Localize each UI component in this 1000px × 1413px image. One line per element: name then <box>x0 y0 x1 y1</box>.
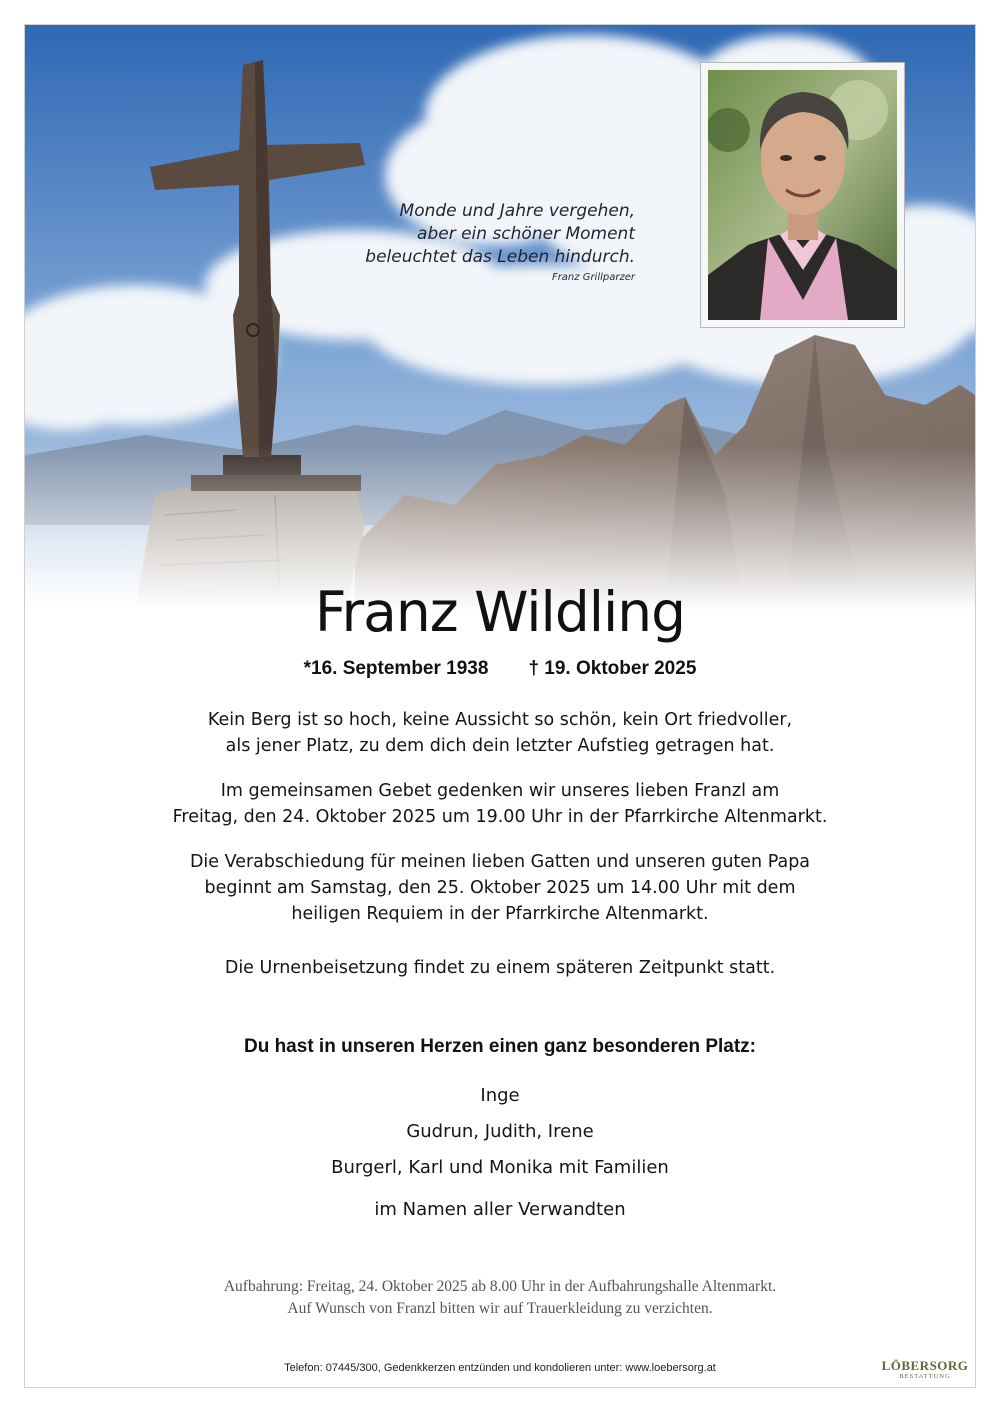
mourners-heading: Du hast in unseren Herzen einen ganz besonderen Platz: <box>243 1036 757 1057</box>
quote-line: beleuchtet das Leben hindurch. <box>365 247 635 267</box>
mourner-line: Gudrun, Judith, Irene <box>406 1121 594 1142</box>
viewing-notes <box>0 1276 1000 1320</box>
birth-date: *16. September 1938 <box>303 658 489 679</box>
contact-footer: Telefon: 07445/300, Gedenkkerzen entzünden und kondolieren unter: www.loebersorg.at <box>284 1362 716 1374</box>
note-line: Aufbahrung: Freitag, 24. Oktober 2025 ab 8.00 Uhr in der Aufbahrungshalle Altenmarkt. <box>223 1278 777 1295</box>
quote-line: Monde und Jahre vergehen, <box>399 201 635 221</box>
text-line: Kein Berg ist so hoch, keine Aussicht so schön, kein Ort friedvoller, <box>207 710 793 730</box>
mourner-line: Inge <box>480 1085 520 1106</box>
deceased-name: Franz Wildling <box>314 580 686 644</box>
note-line: Auf Wunsch von Franzl bitten wir auf Trauerkleidung zu verzichten. <box>287 1300 713 1317</box>
logo-brand: LÖBERSORG <box>881 1358 969 1373</box>
paragraph-epitaph <box>100 707 900 759</box>
quote-line: aber ein schöner Moment <box>417 224 635 244</box>
text-line: Freitag, den 24. Oktober 2025 um 19.00 Uhr in der Pfarrkirche Altenmarkt. <box>172 807 828 827</box>
text-line: Die Verabschiedung für meinen lieben Gatten und unseren guten Papa <box>189 852 811 872</box>
paragraph-farewell <box>100 849 900 927</box>
text-line: Die Urnenbeisetzung findet zu einem späteren Zeitpunkt statt. <box>224 958 776 978</box>
text-line: als jener Platz, zu dem dich dein letzter Aufstieg getragen hat. <box>225 736 775 756</box>
life-dates <box>0 658 1000 680</box>
portrait-image <box>708 70 897 320</box>
mourners-list <box>0 1082 1000 1232</box>
logo-subtitle: BESTATTUNG <box>899 1373 951 1380</box>
portrait-photo <box>700 62 905 328</box>
death-date: † 19. Oktober 2025 <box>528 658 697 679</box>
text-line: Im gemeinsamen Gebet gedenken wir unseres lieben Franzl am <box>220 781 780 801</box>
text-line: heiligen Requiem in der Pfarrkirche Altenmarkt. <box>291 904 709 924</box>
mourner-line: Burgerl, Karl und Monika mit Familien <box>331 1157 669 1178</box>
memorial-quote <box>300 200 635 285</box>
funeral-home-logo <box>875 1358 975 1380</box>
text-line: beginnt am Samstag, den 25. Oktober 2025 um 14.00 Uhr mit dem <box>204 878 796 898</box>
paragraph-prayer <box>100 778 900 830</box>
mourner-line: im Namen aller Verwandten <box>374 1199 626 1220</box>
quote-author: Franz Grillparzer <box>551 272 635 283</box>
paragraph-urn <box>100 955 900 981</box>
